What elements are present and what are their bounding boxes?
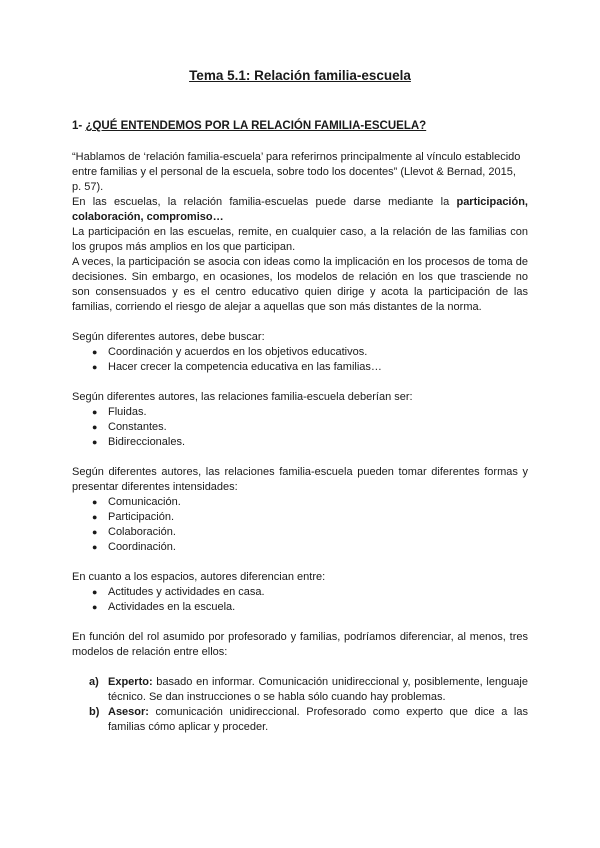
section-heading (72, 120, 426, 132)
list-item: ● Fluidas. (92, 406, 147, 418)
model-item (72, 675, 528, 705)
document-title: Tema 5.1: Relación familia-escuela (189, 68, 411, 83)
bullet-icon: ● (92, 497, 98, 507)
list-item: ● Colaboración. (92, 526, 176, 538)
should-list (72, 405, 528, 450)
list-item: ● Coordinación y acuerdos en los objetivos educativos. (92, 346, 368, 358)
document-body (72, 150, 528, 735)
spaces-intro: En cuanto a los espacios, autores diferencian entre: (72, 571, 326, 583)
bullet-icon: ● (92, 527, 98, 537)
list-item: ● Comunicación. (92, 496, 181, 508)
model-term: Experto: (108, 676, 153, 688)
spaces-list (72, 585, 528, 615)
models-list (72, 675, 528, 735)
bullet-icon: ● (92, 587, 98, 597)
participation-paragraph (72, 195, 528, 225)
model-marker: b) (89, 706, 100, 718)
list-item: ● Participación. (92, 511, 175, 523)
list-item: ● Actividades en la escuela. (92, 601, 236, 613)
models-intro: En función del rol asumido por profesorado y familias, podríamos diferenciar, al menos, tres modelos de relación entre ellos: (72, 631, 528, 658)
bullet-icon: ● (92, 602, 98, 612)
model-item (72, 705, 528, 735)
list-item: ● Hacer crecer la competencia educativa en las familias… (92, 361, 382, 373)
list-item: ● Actitudes y actividades en casa. (92, 586, 265, 598)
model-marker: a) (89, 676, 99, 688)
bullet-icon: ● (92, 437, 98, 447)
model-text: comunicación unidireccional. Profesorado como experto que dice a las familias cómo aplicar y proceder. (108, 706, 528, 733)
quote-paragraph: “Hablamos de ‘relación familia-escuela’ para referirnos principalmente al vínculo establecido entre familias y el personal de la escuela, sobre todo los docentes” (Llevot & Bernad, 2015, p. 57). (72, 151, 521, 193)
decision-paragraph: A veces, la participación se asocia con ideas como la implicación en los procesos de toma de decisiones. Sin embargo, en ocasiones, los modelos de relación en los que trasciende no son consensuados y es el centro educativo quien dirige y acota la participación de las familias, corriendo el riesgo de alejar a aquellas que son más distantes de la norma. (72, 256, 528, 313)
model-text: basado en informar. Comunicación unidireccional y, posiblemente, lenguaje técnico. Se dan instrucciones o se habla sólo cuando hay problemas. (108, 676, 528, 703)
bullet-icon: ● (92, 512, 98, 522)
participation-text: En las escuelas, la relación familia-escuelas puede darse mediante la (72, 196, 457, 208)
participation-bold: participación, colaboración, compromiso… (72, 196, 528, 223)
forms-list (72, 495, 528, 555)
bullet-icon: ● (92, 542, 98, 552)
bullet-icon: ● (92, 347, 98, 357)
list-item: ● Coordinación. (92, 541, 176, 553)
bullet-icon: ● (92, 422, 98, 432)
list-item: ● Constantes. (92, 421, 167, 433)
forms-intro: Según diferentes autores, las relaciones familia-escuela pueden tomar diferentes formas y presentar diferentes intensidades: (72, 466, 528, 493)
bullet-icon: ● (92, 407, 98, 417)
seek-intro: Según diferentes autores, debe buscar: (72, 331, 265, 343)
should-intro: Según diferentes autores, las relaciones familia-escuela deberían ser: (72, 391, 413, 403)
seek-list (72, 345, 528, 375)
list-item: ● Bidireccionales. (92, 436, 186, 448)
section-number: 1- (72, 120, 83, 132)
participation-scope-paragraph: La participación en las escuelas, remite, en cualquier caso, a la relación de las familias con los grupos más amplios en los que participan. (72, 226, 528, 253)
section-heading-text: ¿QUÉ ENTENDEMOS POR LA RELACIÓN FAMILIA-ESCUELA? (85, 120, 427, 132)
model-term: Asesor: (108, 706, 149, 718)
bullet-icon: ● (92, 362, 98, 372)
